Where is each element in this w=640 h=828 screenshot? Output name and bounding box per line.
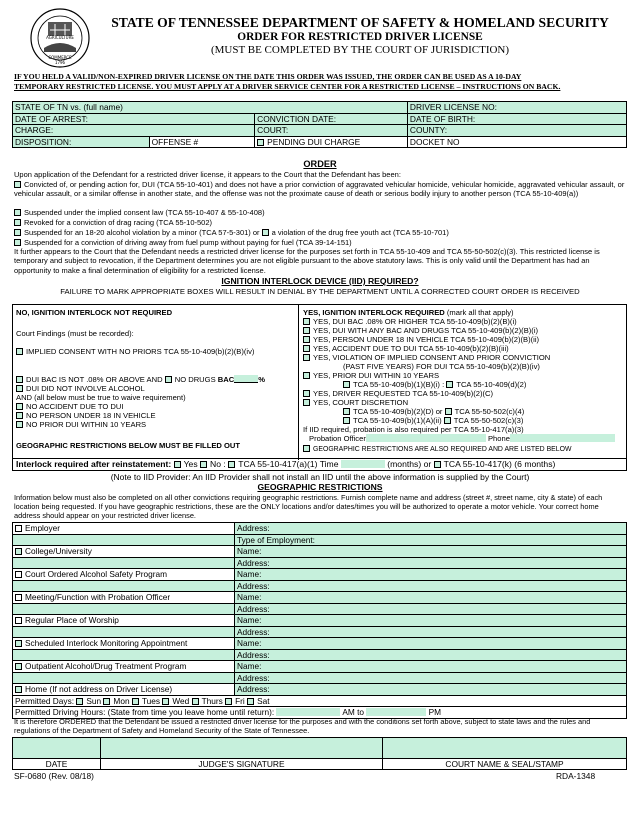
order-item-drag[interactable]: Revoked for a conviction of drag racing (TCA 55-10-502) <box>14 218 626 227</box>
home-checkbox[interactable]: Home (If not address on Driver License) <box>13 684 235 696</box>
yes-prior-options[interactable]: TCA 55-10-409(b)(1)(B)(i) : TCA 55-10-409(d)(2) <box>343 380 526 389</box>
outpatient-extra[interactable] <box>13 672 235 684</box>
order-item-fuel[interactable]: Suspended for a conviction of driving away from fuel pump without paying for fuel (TCA 39-14-151) <box>14 238 626 247</box>
form-subtitle: ORDER FOR RESTRICTED DRIVER LICENSE <box>237 31 483 43</box>
probation-officer-field[interactable]: Probation Officer Phone <box>309 434 615 443</box>
probation-extra[interactable] <box>13 603 235 615</box>
iid-no-title: NO, IGNITION INTERLOCK NOT REQUIRED <box>16 308 173 317</box>
date-field[interactable] <box>13 738 101 759</box>
svg-text:AGRICULTURE: AGRICULTURE <box>46 35 74 40</box>
iid-section <box>12 304 627 459</box>
interlock-appt-checkbox[interactable]: Scheduled Interlock Monitoring Appointment <box>13 638 235 650</box>
permitted-hours-row[interactable]: Permitted Driving Hours: (State from time you leave home until return): AM to PM <box>13 707 627 719</box>
alcohol-name[interactable]: Name: <box>235 569 627 581</box>
yes-accident-checkbox[interactable]: YES, ACCIDENT DUE TO DUI TCA 55-10-409(b)(2)(B)(iii) <box>303 344 509 353</box>
interlock-address[interactable]: Address: <box>235 649 627 661</box>
permitted-days-row[interactable]: Permitted Days: Sun Mon Tues Wed Thurs Fri Sat <box>13 695 627 707</box>
alcohol-program-checkbox[interactable]: Court Ordered Alcohol Safety Program <box>13 569 235 581</box>
discretion-options-2[interactable]: TCA 55-10-409(b)(1)(A)(ii) TCA 55-50-502(c)(3) <box>343 416 523 425</box>
probation-name[interactable]: Name: <box>235 592 627 604</box>
iid-heading: IGNITION INTERLOCK DEVICE (IID) REQUIRED? <box>221 276 419 286</box>
order-item-minor[interactable]: Suspended for an 18-20 alcohol violation by a minor (TCA 57-5-301) or a violation of the drug free youth act (TCA 55-10-701) <box>14 228 626 237</box>
reinstatement-row[interactable]: Interlock required after reinstatement: Yes No : TCA 55-10-417(a)(1) Time (months) or TCA 55-10-417(k) (6 months) <box>12 459 627 471</box>
worship-address[interactable]: Address: <box>235 626 627 638</box>
college-extra[interactable] <box>13 557 235 569</box>
employer-name[interactable] <box>13 534 235 546</box>
case-info-table <box>12 101 627 148</box>
college-checkbox[interactable]: College/University <box>13 546 235 558</box>
form-note: (MUST BE COMPLETED BY THE COURT OF JURISDICTION) <box>210 44 510 56</box>
probation-address[interactable]: Address: <box>235 603 627 615</box>
warning-line-1: IF YOU HELD A VALID/NON-EXPIRED DRIVER LICENSE ON THE DATE THIS ORDER WAS ISSUED, THE ORDER CAN BE USED AS A 10-DAY <box>14 72 522 81</box>
employment-type[interactable]: Type of Employment: <box>235 534 627 546</box>
form-number: SF-0680 (Rev. 08/18) <box>14 771 94 781</box>
form-title: STATE OF TENNESSEE DEPARTMENT OF SAFETY & HOMELAND SECURITY <box>111 15 609 30</box>
bac-checkbox[interactable]: DUI BAC IS NOT .08% OR ABOVE AND NO DRUGS BAC % <box>16 375 265 384</box>
iid-provider-note: (Note to IID Provider: An IID Provider shall not install an IID until the above information is supplied by the Court) <box>110 472 530 482</box>
yes-person-checkbox[interactable]: YES, PERSON UNDER 18 IN VEHICLE TCA 55-10-409(b)(2)(B)(ii) <box>303 335 539 344</box>
conviction-date-field[interactable]: CONVICTION DATE: <box>255 113 408 125</box>
rda-number: RDA-1348 <box>556 771 596 781</box>
charge-field[interactable]: CHARGE: <box>13 125 255 137</box>
geo-table <box>12 522 627 719</box>
outpatient-checkbox[interactable]: Outpatient Alcohol/Drug Treatment Program <box>13 661 235 673</box>
alcohol-address[interactable]: Address: <box>235 580 627 592</box>
no-alcohol-checkbox[interactable]: DUI DID NOT INVOLVE ALCOHOL <box>16 384 145 393</box>
court-findings: Court Findings (must be recorded): <box>16 329 134 338</box>
yes-requested-checkbox[interactable]: YES, DRIVER REQUESTED TCA 55-10-409(b)(2)(C) <box>303 389 493 398</box>
college-address[interactable]: Address: <box>235 557 627 569</box>
geo-intro: Information below must also be completed on all other convictions requiring geographic restrictions. Furnish complete name and address (street #, street name, city & state) of each location being requested. If you have geographic restrictions, these are the ONLY locations and/or dates/times you will be authorized to operate a motor vehicle. Your correct home address should appear on your restricted driver license. <box>14 493 603 521</box>
interlock-name[interactable]: Name: <box>235 638 627 650</box>
final-order-text: It is therefore ORDERED that the Defendant be issued a restricted driver license for the purposes and with the conditions set forth above, subject to state laws and the rules and regulations of the Department of Safety and Homeland Security of the State of Tennessee. <box>14 717 591 736</box>
discretion-options-1[interactable]: TCA 55-10-409(b)(2)(D) or TCA 55-50-502(c)(4) <box>343 407 524 416</box>
pending-dui-checkbox[interactable]: PENDING DUI CHARGE <box>255 136 408 148</box>
employer-address[interactable]: Address: <box>235 523 627 535</box>
interlock-extra[interactable] <box>13 649 235 661</box>
yes-bac-checkbox[interactable]: YES, DUI BAC .08% OR HIGHER TCA 55-10-409(b)(2)(B)(i) <box>303 317 517 326</box>
geo-heading: GEOGRAPHIC RESTRICTIONS <box>257 482 383 492</box>
judge-signature-field[interactable] <box>101 738 383 759</box>
order-item-implied[interactable]: Suspended under the implied consent law (TCA 55-10-407 & 55-10-408) <box>14 208 626 217</box>
court-seal-field[interactable] <box>383 738 627 759</box>
and-all-note: AND (all below must be true to waive requirement) <box>16 393 186 402</box>
order-closing: It further appears to the Court that the Defendant needs a restricted driver license for the purposes set forth in TCA 55-10-409 and TCA 55-50-502(c)(3). This restricted license is temporary and subject to revocation, if the Department determines you are not eligible pursuant to the above statutory laws. This is only valid until the Department has had an opportunity to make a final determination of eligibility for a restricted license. <box>14 247 600 275</box>
date-label: DATE <box>13 759 101 770</box>
order-heading: ORDER <box>303 159 337 169</box>
employer-checkbox[interactable]: Employer <box>13 523 235 535</box>
court-field[interactable]: COURT: <box>255 125 408 137</box>
alcohol-extra[interactable] <box>13 580 235 592</box>
svg-text:COMMERCE: COMMERCE <box>48 55 72 60</box>
no-person-checkbox[interactable]: NO PERSON UNDER 18 IN VEHICLE <box>16 411 156 420</box>
seal-label: COURT NAME & SEAL/STAMP <box>383 759 627 770</box>
yes-discretion-checkbox[interactable]: YES, COURT DISCRETION <box>303 398 408 407</box>
probation-meeting-checkbox[interactable]: Meeting/Function with Probation Officer <box>13 592 235 604</box>
arrest-date-field[interactable]: DATE OF ARREST: <box>13 113 255 125</box>
order-intro: Upon application of the Defendant for a restricted driver license, it appears to the Court that the Defendant has been: <box>14 170 401 179</box>
worship-extra[interactable] <box>13 626 235 638</box>
driver-license-field[interactable]: DRIVER LICENSE NO: <box>407 102 626 114</box>
worship-name[interactable]: Name: <box>235 615 627 627</box>
yes-drugs-checkbox[interactable]: YES, DUI WITH ANY BAC AND DRUGS TCA 55-10-409(b)(2)(B)(i) <box>303 326 538 335</box>
no-prior-checkbox[interactable]: NO PRIOR DUI WITHIN 10 YEARS <box>16 420 146 429</box>
defendant-name-field[interactable]: STATE OF TN vs. (full name) <box>13 102 408 114</box>
yes-implied-checkbox[interactable]: YES, VIOLATION OF IMPLIED CONSENT AND PRIOR CONVICTION <box>303 353 550 362</box>
signature-label: JUDGE'S SIGNATURE <box>101 759 383 770</box>
geo-also-required: GEOGRAPHIC RESTRICTIONS ARE ALSO REQUIRED AND ARE LISTED BELOW <box>303 445 571 454</box>
signature-table <box>12 737 627 770</box>
home-address[interactable]: Address: <box>235 684 627 696</box>
implied-consent-checkbox[interactable]: IMPLIED CONSENT WITH NO PRIORS TCA 55-10-409(b)(2)(B)(iv) <box>16 347 254 356</box>
tennessee-state-seal <box>30 8 90 68</box>
dob-field[interactable]: DATE OF BIRTH: <box>407 113 626 125</box>
svg-text:1796: 1796 <box>54 60 66 65</box>
outpatient-name[interactable]: Name: <box>235 661 627 673</box>
geo-required-note: GEOGRAPHIC RESTRICTIONS BELOW MUST BE FILLED OUT <box>16 441 241 450</box>
disposition-field[interactable]: DISPOSITION: <box>13 136 150 148</box>
offense-field[interactable]: OFFENSE # <box>149 136 255 148</box>
no-accident-checkbox[interactable]: NO ACCIDENT DUE TO DUI <box>16 402 123 411</box>
college-name[interactable]: Name: <box>235 546 627 558</box>
docket-field[interactable]: DOCKET NO <box>407 136 626 148</box>
worship-checkbox[interactable]: Regular Place of Worship <box>13 615 235 627</box>
iid-yes-title: YES, IGNITION INTERLOCK REQUIRED (mark all that apply) <box>303 308 514 317</box>
order-item-dui[interactable]: Convicted of, or pending action for, DUI (TCA 55-10-401) and does not have a prior conviction of aggravated vehicular homicide, vehicular homicide, aggravated vehicular assault, or vehicular assault, or a similar offense in another state, and the offense was not the proximate cause of death or serious bodily injury to another person (TCA 55-10-409(a)) <box>14 180 625 199</box>
county-field[interactable]: COUNTY: <box>407 125 626 137</box>
iid-warning: FAILURE TO MARK APPROPRIATE BOXES WILL RESULT IN DENIAL BY THE DEPARTMENT UNTIL A CORRECTED COURT ORDER IS RECEIVED <box>60 287 580 296</box>
outpatient-address[interactable]: Address: <box>235 672 627 684</box>
yes-implied-detail: (PAST FIVE YEARS) FOR DUI TCA 55-10-409(b)(2)(B)(iv) <box>343 362 540 371</box>
yes-prior-checkbox[interactable]: YES, PRIOR DUI WITHIN 10 YEARS <box>303 371 439 380</box>
probation-note: If IID required, probation is also required per TCA 55-10-417(a)(3) <box>303 425 524 434</box>
warning-line-2: TEMPORARY RESTRICTED LICENSE. YOU MUST APPLY AT A DRIVER SERVICE CENTER FOR A RESTRICTED LICENSE – INSTRUCTIONS ON BACK. <box>14 82 561 91</box>
